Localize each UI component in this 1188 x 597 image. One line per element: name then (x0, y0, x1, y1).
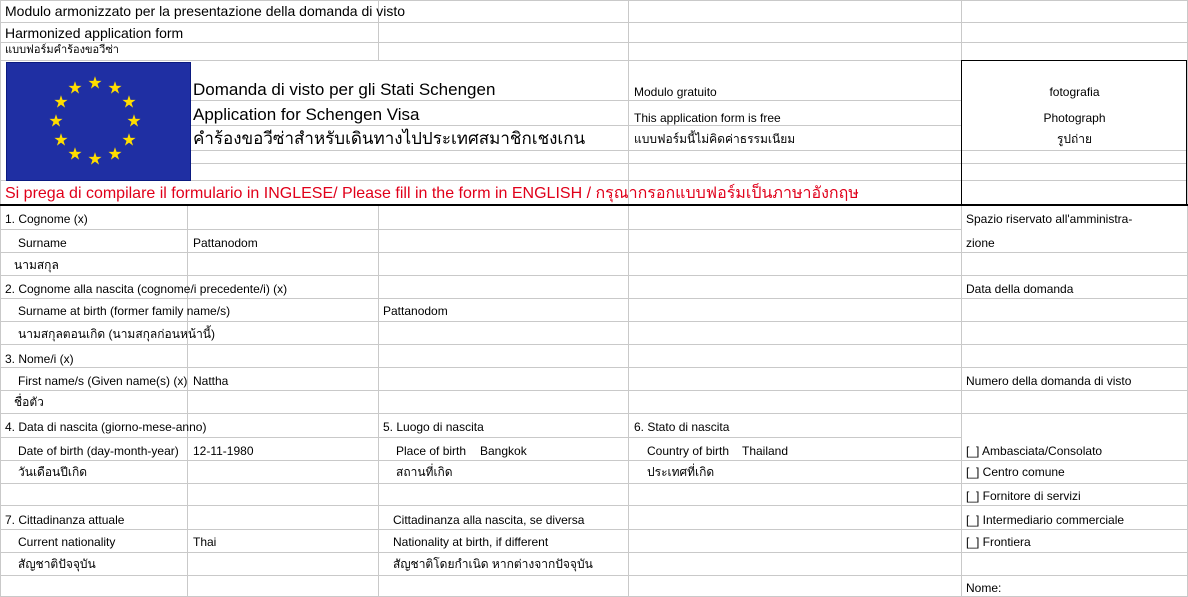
surname-value[interactable]: Pattanodom (193, 236, 258, 250)
banner-title-it: Domanda di visto per gli Stati Schengen (193, 80, 496, 99)
pob-label-it: 5. Luogo di nascita (383, 420, 484, 434)
cob-value[interactable]: Thailand (742, 444, 789, 458)
nationality-label-th: สัญชาติปัจจุบัน (18, 557, 96, 571)
admin-date-label: Data della domanda (966, 282, 1074, 296)
form-title-it: Modulo armonizzato per la presentazione della domanda di visto (5, 3, 406, 19)
form-title-th: แบบฟอร์มคำร้องขอวีซ่า (5, 44, 119, 56)
cob-label-it: 6. Stato di nascita (634, 420, 730, 434)
language-notice: Si prega di compilare il formulario in INGLESE/ Please fill in the form in ENGLISH / กรุณากรอกแบบฟอร์มเป็นภาษาอังกฤษ (5, 185, 859, 202)
first-name-label-en: First name/s (Given name(s) (x) (18, 374, 188, 388)
nationality-birth-label-it: Cittadinanza alla nascita, se diversa (393, 513, 585, 527)
dob-label-en: Date of birth (day-month-year) (18, 444, 179, 458)
surname-birth-label-it: 2. Cognome alla nascita (cognome/i precedente/i) (x) (5, 282, 288, 296)
admin-number-label: Numero della domanda di visto (966, 374, 1132, 388)
dob-label-it: 4. Data di nascita (giorno-mese-anno) (5, 420, 207, 434)
checkbox-border[interactable]: [_] Frontiera (966, 535, 1031, 549)
first-name-value[interactable]: Nattha (193, 374, 229, 388)
banner-title-th: คำร้องขอวีซ่าสำหรับเดินทางไปประเทศสมาชิกเชงเกน (193, 129, 586, 148)
dob-label-th: วันเดือนปีเกิด (18, 465, 88, 479)
checkbox-embassy[interactable]: [_] Ambasciata/Consolato (966, 444, 1103, 458)
free-note-it: Modulo gratuito (634, 85, 717, 99)
first-name-label-th: ชื่อตัว (14, 395, 44, 409)
nationality-birth-label-en: Nationality at birth, if different (393, 535, 549, 549)
first-name-label-it: 3. Nome/i (x) (5, 352, 74, 366)
checkbox-intermediary[interactable]: [_] Intermediario commerciale (966, 513, 1125, 527)
photo-label-en: Photograph (1043, 111, 1106, 125)
admin-reserved-line2: zione (966, 236, 995, 250)
photo-label-th: รูปถ่าย (1056, 132, 1093, 146)
pob-label-en: Place of birth (396, 444, 467, 458)
nationality-value[interactable]: Thai (193, 535, 217, 549)
surname-label-it: 1. Cognome (x) (5, 212, 88, 226)
admin-reserved-line1: Spazio riservato all'amministra- (966, 212, 1133, 226)
pob-value[interactable]: Bangkok (480, 444, 527, 458)
banner-title-en: Application for Schengen Visa (193, 105, 420, 124)
checkbox-common-centre[interactable]: [_] Centro comune (966, 465, 1065, 479)
surname-birth-label-th: นามสกุลตอนเกิด (นามสกุลก่อนหน้านี้) (18, 327, 216, 341)
surname-label-th: นามสกุล (14, 258, 59, 272)
eu-flag-icon: ★ ★ ★ ★ ★ ★ ★ ★ ★ ★ ★ ★ (6, 62, 191, 181)
pob-label-th: สถานที่เกิด (396, 465, 453, 479)
nationality-label-it: 7. Cittadinanza attuale (5, 513, 125, 527)
nationality-birth-label-th: สัญชาติโดยกำเนิด หากต่างจากปัจจุบัน (393, 557, 593, 571)
free-note-en: This application form is free (634, 111, 781, 125)
surname-birth-value[interactable]: Pattanodom (383, 304, 448, 318)
form-title-en: Harmonized application form (5, 25, 184, 41)
photo-label-it: fotografia (1049, 85, 1100, 99)
dob-value[interactable]: 12-11-1980 (193, 444, 254, 458)
surname-label-en: Surname (18, 236, 67, 250)
admin-name-label: Nome: (966, 581, 1002, 595)
cob-label-th: ประเทศที่เกิด (647, 465, 715, 479)
checkbox-service-provider[interactable]: [_] Fornitore di servizi (966, 489, 1081, 503)
free-note-th: แบบฟอร์มนี้ไม่คิดค่าธรรมเนียม (634, 132, 796, 146)
surname-birth-label-en: Surname at birth (former family name/s) (18, 304, 231, 318)
cob-label-en: Country of birth (647, 444, 730, 458)
nationality-label-en: Current nationality (18, 535, 116, 549)
